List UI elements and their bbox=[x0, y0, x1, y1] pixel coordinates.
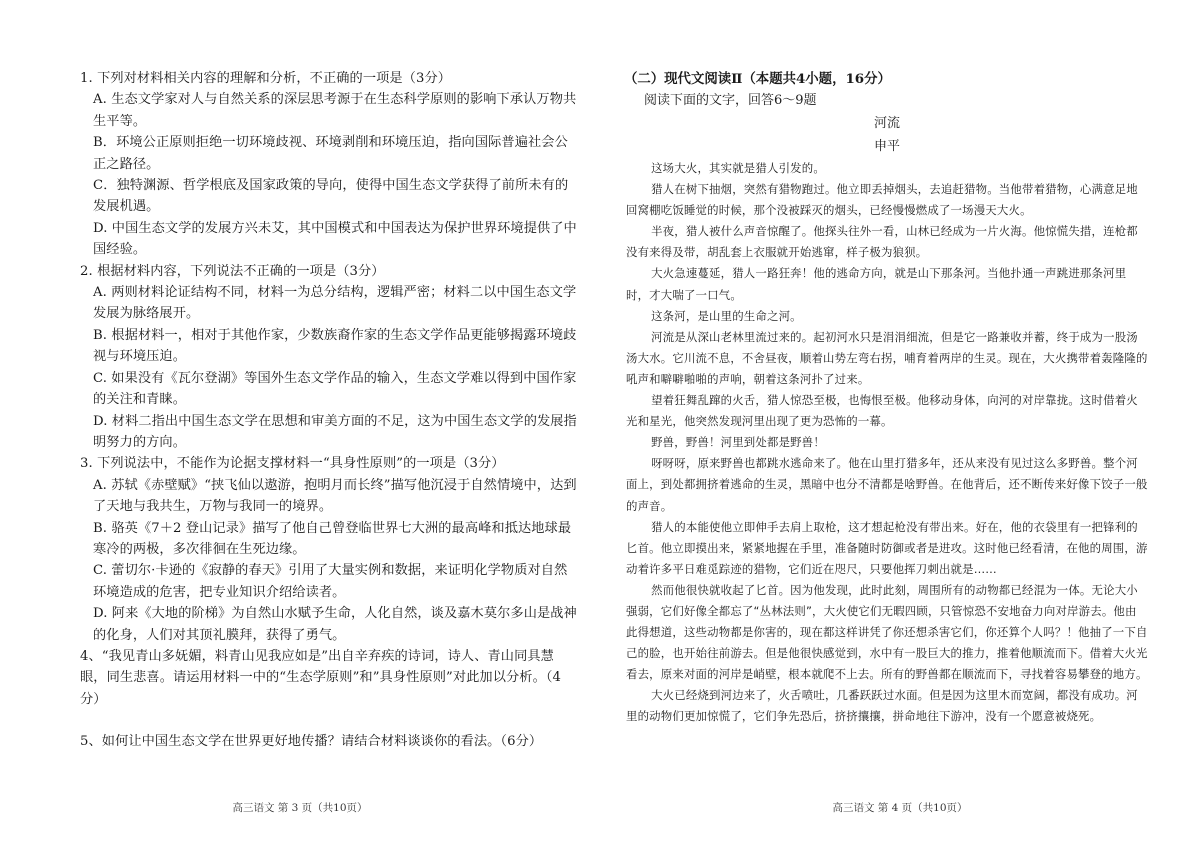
question-1-option-d: D. 中国生态文学的发展方兴未艾，其中国模式和中国表达为保护世界环境提供了中国经验。 bbox=[93, 220, 577, 258]
reading-instruction: 阅读下面的文字，回答6～9题 bbox=[644, 93, 817, 108]
question-2-option-d: D. 材料二指出中国生态文学在思想和审美方面的不足，这为中国生态文学的发展指明努力的方向。 bbox=[93, 413, 577, 450]
section-title: （二）现代文阅读Ⅱ（本题共4小题，16分） bbox=[624, 71, 891, 87]
question-5-stem: 5、如何让中国生态文学在世界更好地传播？请结合材料谈谈你的看法。（6分） bbox=[80, 734, 543, 750]
question-list bbox=[80, 68, 580, 753]
question-1-option-c: C．独特渊源、哲学根底及国家政策的导向，使得中国生态文学获得了前所未有的发展机遇。 bbox=[93, 178, 569, 215]
question-1-stem: 1. 下列对材料相关内容的理解和分析，不正确的一项是（3分） bbox=[80, 71, 452, 86]
question-1-option-b: B．环境公正原则拒绝一切环境歧视、环境剥削和环境压迫，指向国际普遍社会公正之路径。 bbox=[93, 135, 568, 172]
story-paragraph: 野兽，野兽！河里到处都是野兽！ bbox=[651, 435, 825, 450]
story-title: 河流 bbox=[873, 116, 900, 131]
page-footer-right: 高三语文 第 4 页（共10页） bbox=[832, 802, 968, 814]
story-paragraph: 河流是从深山老林里流过来的。起初河水只是涓涓细流，但是它一路兼收并蓄，终于成为一股汤汤大水。它川流不息，不舍昼夜，顺着山势左弯右拐，哺育着两岸的生灵。现在，大火携带着轰隆隆的吼声和噼噼啪啪的声响，朝着这条河扑了过来。 bbox=[626, 329, 1148, 386]
story-paragraph: 猎人的本能使他立即伸手去肩上取枪，这才想起枪没有带出来。好在，他的衣袋里有一把锋利的匕首。他立即摸出来，紧紧地握在手里，准备随时防御或者是进攻。这时他已经看清，在他的周围，游动着许多平日难觅踪迹的猎物，它们近在咫尺，只要他挥刀刺出就是…… bbox=[626, 519, 1148, 576]
story-paragraph: 大火已经烧到河边来了，火舌喷吐，几番跃跃过水面。但是因为这里木而宽阔，都没有成功。河里的动物们更加惊慌了，它们争先恐后，挤挤攘攘，拼命地往下游冲，没有一个愿意被烧死。 bbox=[626, 688, 1138, 724]
question-2-option-a: A. 两则材料论证结构不同，材料一为总分结构，逻辑严密；材料二以中国生态文学发展为脉络展开。 bbox=[93, 285, 577, 322]
story-paragraph: 半夜，猎人被什么声音惊醒了。他探头往外一看，山林已经成为一片火海。他惊慌失措，连枪都没有来得及带，胡乱套上衣服就开始逃窜，样子极为狼狈。 bbox=[626, 224, 1138, 260]
question-3-option-b: B. 骆英《7＋2 登山记录》描写了他自己曾登临世界七大洲的最高峰和抵达地球最寒冷的两极，多次徘徊在生死边缘。 bbox=[93, 520, 572, 557]
story-paragraph: 这场大火，其实就是猎人引发的。 bbox=[651, 161, 825, 175]
story-author: 申平 bbox=[873, 139, 900, 154]
question-1-option-a: A. 生态文学家对人与自然关系的深层思考源于在生态科学原则的影响下承认万物共生平等。 bbox=[93, 92, 577, 129]
right-page bbox=[600, 0, 1200, 848]
story-paragraph: 这条河，是山里的生命之河。 bbox=[651, 308, 802, 323]
story-paragraph: 猎人在树下抽烟，突然有猎物跑过。他立即丢掉烟头，去追赶猎物。当他带着猎物，心满意足地回窝棚吃饭睡觉的时候，那个没被踩灭的烟头，已经慢慢燃成了一场漫天大火。 bbox=[626, 182, 1138, 218]
question-2-stem: 2. 根据材料内容，下列说法不正确的一项是（3分） bbox=[80, 263, 385, 279]
question-3-option-d: D. 阿来《大地的阶梯》为自然山水赋予生命，人化自然，谈及嘉木莫尔多山是战神的化身，人们对其顶礼膜拜，获得了勇气。 bbox=[93, 606, 577, 643]
story-paragraph: 呀呀呀，原来野兽也都跳水逃命来了。他在山里打猎多年，还从来没有见过这么多野兽。整个河面上，到处都拥挤着逃命的生灵，黑暗中也分不清都是啥野兽。在他背后，还不断传来好像下饺子一般的声音。 bbox=[626, 456, 1148, 513]
question-4-stem: 4、“我见青山多妩媚，料青山见我应如是”出自辛弃疾的诗词，诗人、青山同具慧眼，同生悲喜。请运用材料一中的“生态学原则”和”具身性原则”对此加以分析。（4分） bbox=[80, 648, 562, 707]
question-3-option-c: C. 蕾切尔·卡逊的《寂静的春天》引用了大量实例和数据，来证明化学物质对自然环境造成的危害，把专业知识介绍给读者。 bbox=[93, 563, 568, 600]
question-2-option-b: B. 根据材料一，相对于其他作家，少数族裔作家的生态文学作品更能够揭露环境歧视与环境压迫。 bbox=[93, 327, 577, 365]
story-paragraph: 望着狂舞乱蹿的火舌，猎人惊恐至极，也悔恨至极。他移动身体，向河的对岸靠拢。这时借着火光和星光，他突然发现河里出现了更为恐怖的一幕。 bbox=[626, 393, 1138, 429]
reading-passage bbox=[626, 68, 1148, 728]
story-paragraph: 然而他很快就收起了匕首。因为他发现，此时此刻，周围所有的动物都已经混为一体。无论大小强弱，它们好像全都忘了“丛林法则”，大火使它们无暇四顾，只管惊恐不安地奋力向对岸游去。他由此得想道，这些动物都是你害的，现在都这样讲凭了你还想杀害它们，你还算个人吗？！他抽了一下自己的脸，也开始往前游去。但是他很快感觉到，水中有一股巨大的推力，推着他顺流而下。借着大火光看去，原来对面的河岸是峭壁，根本就爬不上去。所有的野兽都在顺流而下，寻找着容易攀登的地方。 bbox=[626, 582, 1148, 682]
question-2-option-c: C. 如果没有《瓦尔登湖》等国外生态文学作品的输入，生态文学难以得到中国作家的关注和青睐。 bbox=[93, 370, 577, 408]
story-paragraph: 大火急速蔓延，猎人一路狂奔！他的逃命方向，就是山下那条河。当他扑通一声跳进那条河里时，才大喘了一口气。 bbox=[626, 266, 1127, 302]
question-3-stem: 3. 下列说法中，不能作为论据支撑材料一“具身性原则”的一项是（3分） bbox=[80, 456, 505, 472]
question-3-option-a: A. 苏轼《赤壁赋》“挟飞仙以遨游，抱明月而长终”描写他沉浸于自然情境中，达到了天地与我共生，万物与我同一的境界。 bbox=[93, 477, 577, 515]
page-footer-left: 高三语文 第 3 页（共10页） bbox=[232, 802, 368, 814]
